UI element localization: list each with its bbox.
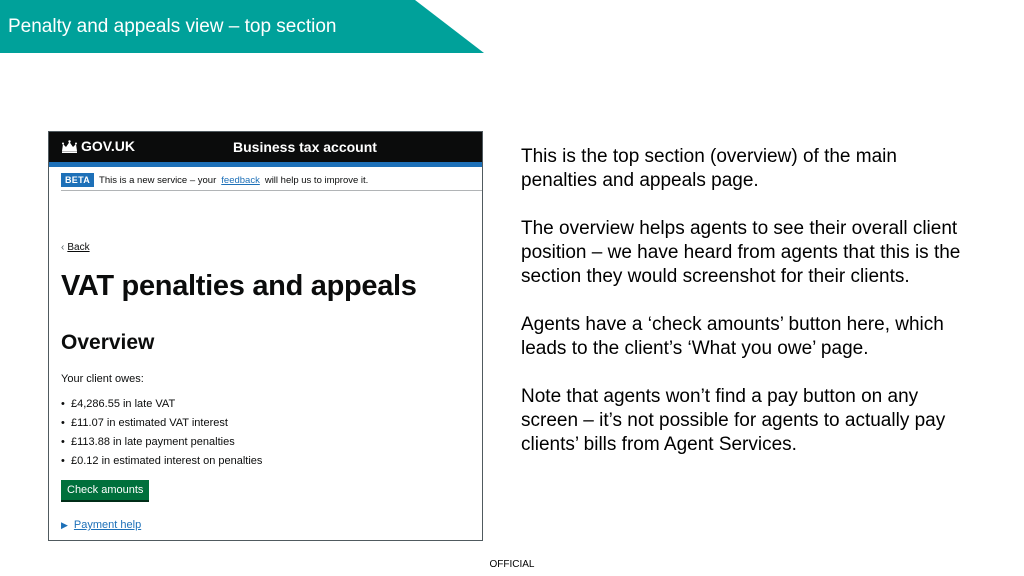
crown-icon bbox=[61, 140, 78, 153]
back-link-label: Back bbox=[67, 242, 90, 253]
logo-text: GOV.UK bbox=[81, 138, 135, 154]
description-paragraph: Note that agents won’t find a pay button on any screen – it’s not possible for agents to actually pay clients’ bills from Agent Services. bbox=[521, 386, 946, 455]
triangle-right-icon: ▶ bbox=[61, 519, 68, 530]
description-paragraph: The overview helps agents to see their overall client position – we have heard from agents that this is the section they would screenshot for their clients. bbox=[521, 218, 961, 287]
overview-heading: Overview bbox=[61, 331, 155, 354]
phase-divider bbox=[61, 190, 482, 191]
page-title: VAT penalties and appeals bbox=[61, 270, 417, 302]
govuk-logo[interactable] bbox=[61, 138, 135, 154]
list-item: • £4,286.55 in late VAT bbox=[61, 398, 176, 410]
back-link[interactable] bbox=[61, 242, 90, 253]
service-name[interactable]: Business tax account bbox=[233, 139, 377, 155]
owes-label: Your client owes: bbox=[61, 373, 144, 385]
beta-tag: BETA bbox=[61, 173, 94, 187]
list-item: • £11.07 in estimated VAT interest bbox=[61, 417, 228, 429]
check-amounts-button[interactable]: Check amounts bbox=[61, 480, 149, 500]
payment-help-details[interactable] bbox=[61, 519, 141, 531]
amount-penalty-interest: £0.12 in estimated interest on penalties bbox=[71, 455, 263, 467]
phase-text-after: will help us to improve it. bbox=[264, 174, 369, 186]
payment-help-link: Payment help bbox=[73, 519, 142, 531]
slide-title: Penalty and appeals view – top section bbox=[8, 16, 337, 37]
list-item: • £0.12 in estimated interest on penalties bbox=[61, 455, 263, 467]
phase-banner bbox=[61, 173, 368, 187]
screenshot-panel bbox=[48, 131, 483, 541]
amount-late-vat: £4,286.55 in late VAT bbox=[71, 398, 176, 410]
description bbox=[521, 145, 961, 481]
header-blue-rule bbox=[49, 162, 482, 167]
list-item: • £113.88 in late payment penalties bbox=[61, 436, 235, 448]
amount-late-payment-penalties: £113.88 in late payment penalties bbox=[71, 436, 235, 448]
amount-vat-interest: £11.07 in estimated VAT interest bbox=[71, 417, 228, 429]
classification-footer: OFFICIAL bbox=[489, 559, 535, 570]
description-paragraph: This is the top section (overview) of the main penalties and appeals page. bbox=[521, 146, 897, 191]
amounts-list bbox=[61, 398, 262, 474]
chevron-left-icon: ‹ bbox=[61, 242, 65, 253]
feedback-link[interactable]: feedback bbox=[221, 174, 260, 186]
description-paragraph: Agents have a ‘check amounts’ button here, which leads to the client’s ‘What you owe’ page. bbox=[521, 314, 944, 359]
phase-text-before: This is a new service – your bbox=[99, 174, 217, 186]
